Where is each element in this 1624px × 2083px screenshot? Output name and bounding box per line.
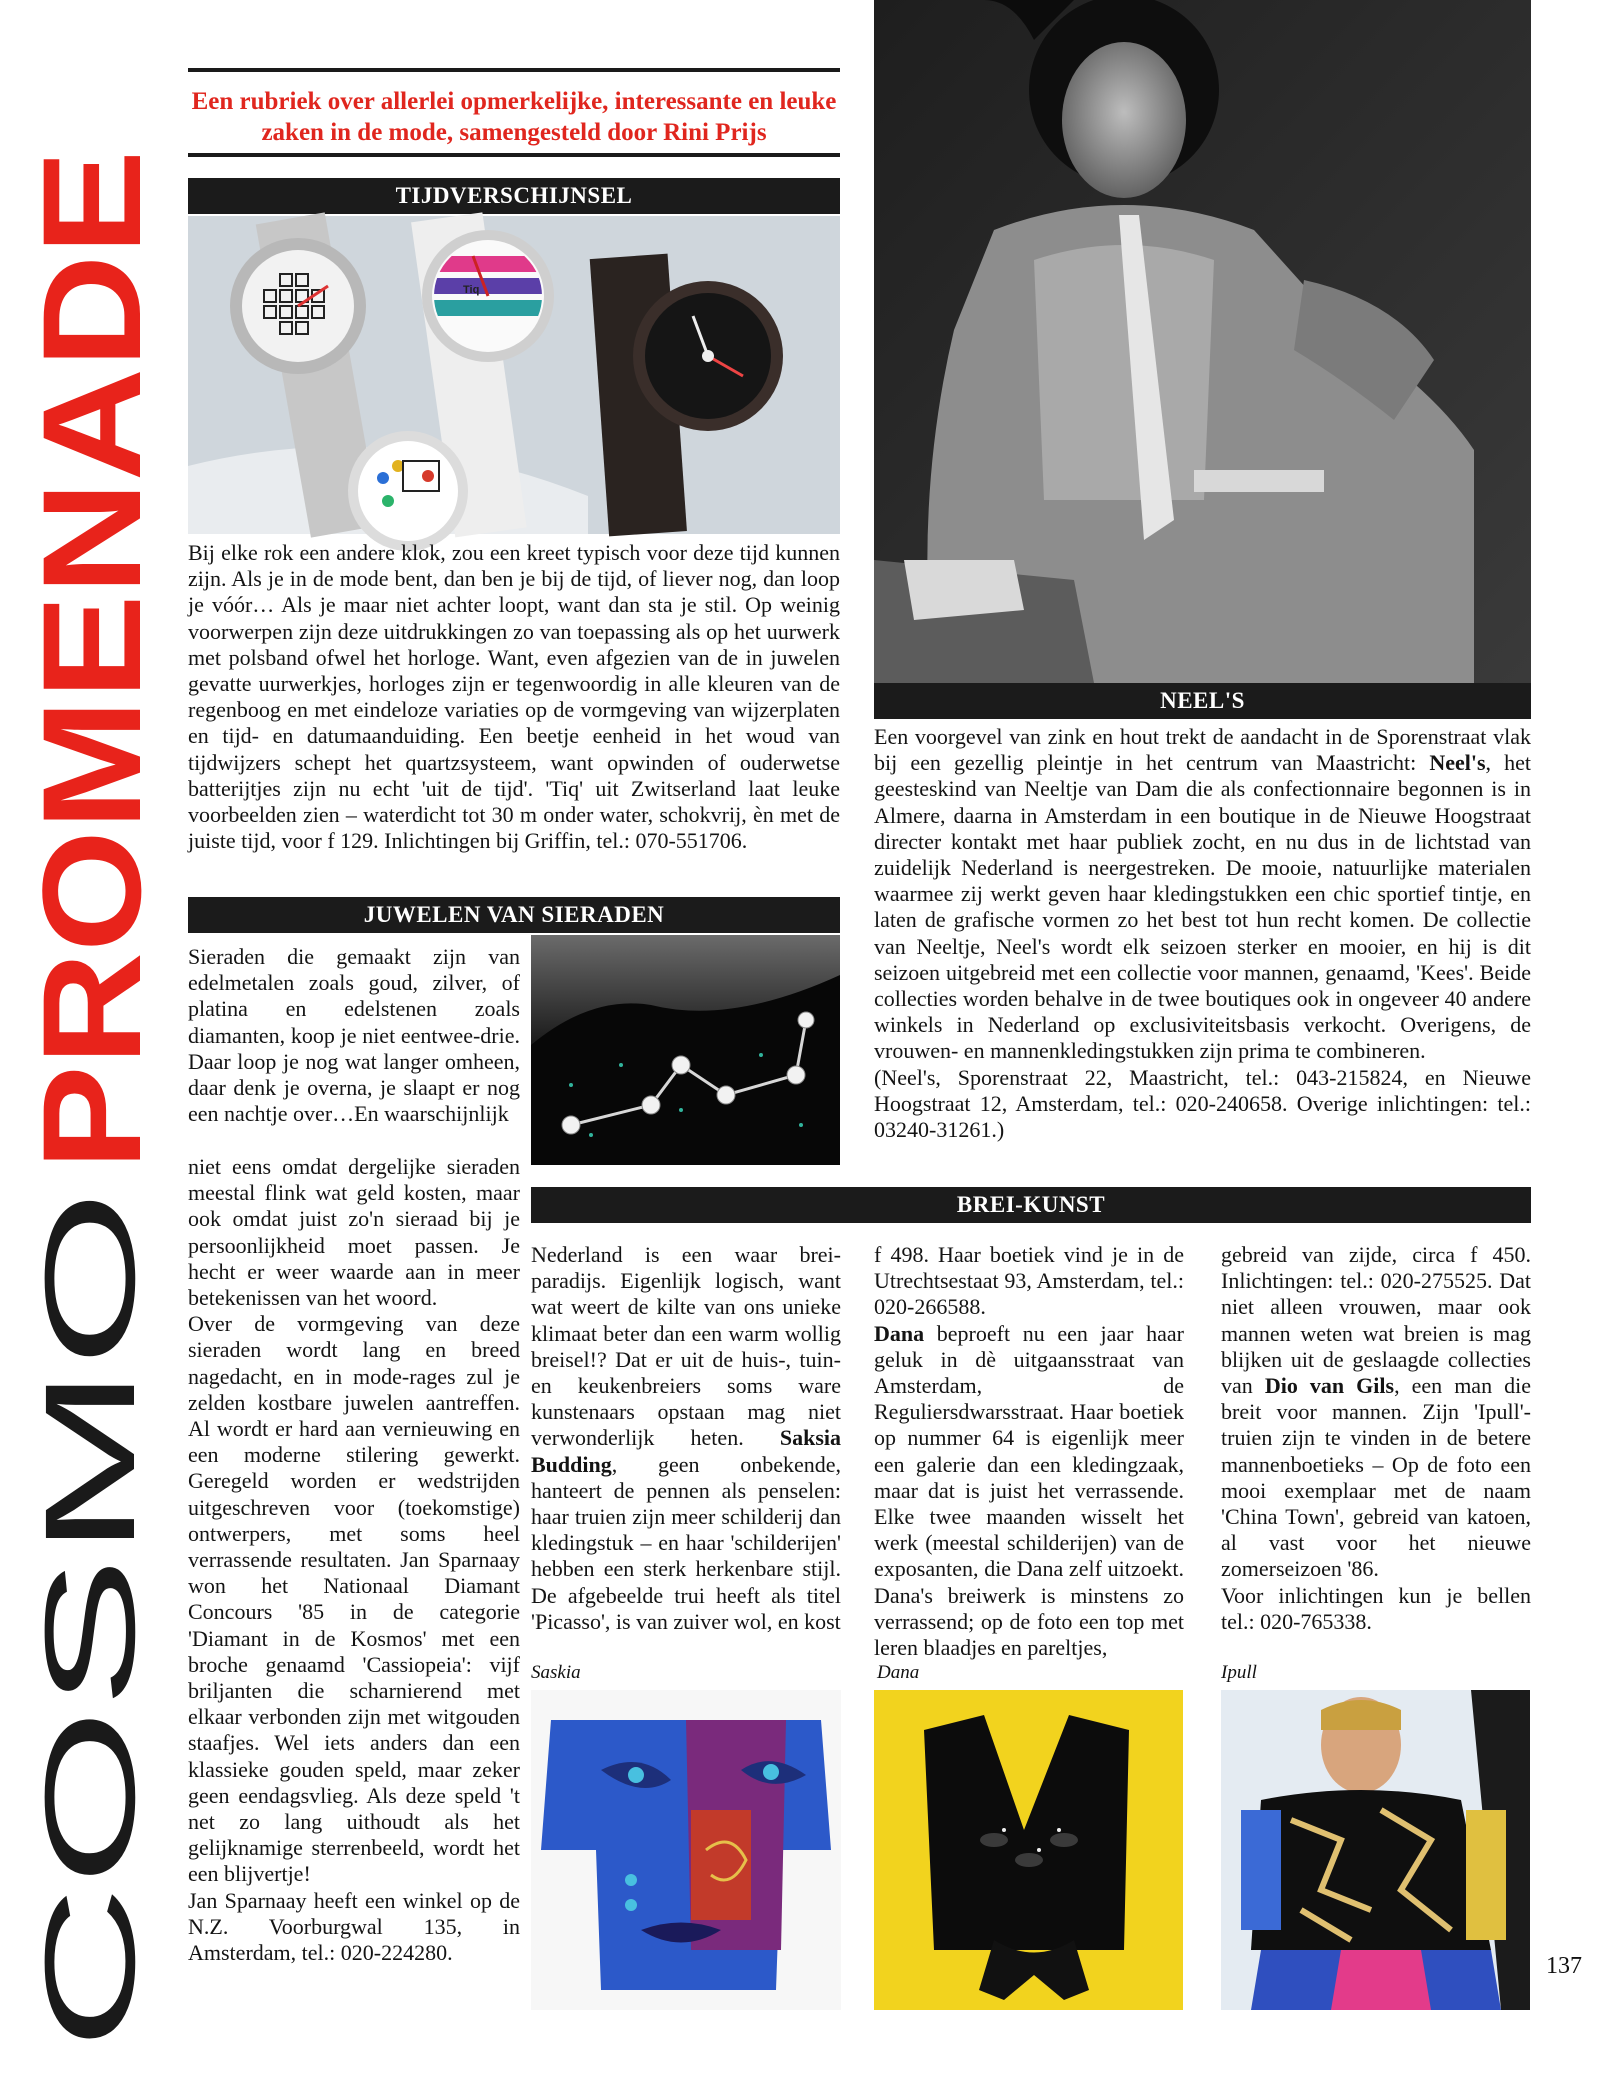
brei-col2-para-2 xyxy=(874,1321,1184,1662)
neels-brand-name: Neel's xyxy=(1429,750,1486,776)
masthead-word-cosmo: COSMO xyxy=(19,1566,162,2050)
tijd-paragraph: Bij elke rok een andere klok, zou een kreet typisch voor deze tijd kunnen zijn. Als je in de mode bent, dan ben je bij de tijd, of liever nog, dan loop je vóór… Als je maar niet achter loopt, want dan sta je stil. Op weinig voorwerpen zijn deze uitdrukkingen zo van toepassing als op het uurwerk met polsband ofwel het horloge. Want, even afgezien van de in juwelen gevatte uurwerkjes, horloges zijn er tegenwoordig in alle kleuren van de regenboog en met eindeloze variaties op de vormgeving van wijzerplaten en tijd- en datumaanduiding. Een beetje eenheid in het woud van tijdwijzers schept het quartzsysteem, want opwinden of ouderwetse batterijtjes zijn nu echt 'uit de tijd'. 'Tiq' uit Zwitserland laat leuke voorbeelden zien – waterdicht tot 30 m onder water, schokvrij, èn met de juiste tijd, voor f 129. Inlichtingen bij Griffin, tel.: 070-551706. xyxy=(188,540,840,854)
caption-dana: Dana xyxy=(877,1662,920,1683)
brei-column-2 xyxy=(874,1242,1184,1661)
ipull-sweater-photo xyxy=(1221,1690,1530,2010)
masthead-logo xyxy=(13,75,170,2050)
juwelen-paragraph-1a: Sieraden die gemaakt zijn van edelmetalen zoals goud, zilver, of platina en edelstenen zoals diamanten, koop je niet eentwee-drie. Daar loop je nog wat langer omheen, daar denk je overna, je slaapt er nog een nachtje over…En waarschijnlijk xyxy=(188,944,520,1127)
juwelen-paragraph-2: Over de vormgeving van deze sieraden wordt lang en breed nagedacht, en in mode-rages zul je zelden kostbare juwelen aantreffen. Al wordt er hard aan vernieuwing en een moderne stilering gewerkt. Geregeld worden er wedstrijden uitgeschreven voor (toekomstige) ontwerpers, met soms heel verrassende resultaten. Jan Sparnaay won het Nationaal Diamant Concours '85 in de categorie 'Diamant in de Kosmos' met een broche genaamd 'Cassiopeia': vijf briljanten die scharnierend met elkaar verbonden zijn met witgouden staafjes. Wel iets anders dan een klassieke gouden speld, maar zeker geen eendagsvlieg. Als deze speld 't net zo lang uithoudt als het gelijknamige sterrenbeeld, wordt het een blijvertje! xyxy=(188,1311,520,1887)
tijd-body xyxy=(188,540,840,854)
brei-col2-text-b: beproeft nu een jaar haar geluk in dè uitgaansstraat van Amsterdam, de Reguliersdwarsstraat. Haar boetiek op nummer 64 is eigenlijk meer een galerie dan een kledingzaak, maar dat is juist het verrassende. Elke twee maanden wisselt het werk (meestal schilderijen) van de exposanten, die Dana zelf uitzoekt. Dana's breiwerk is minstens zo verrassend; op de foto een top met leren blaadjes en pareltjes, xyxy=(874,1320,1184,1661)
brei-designer-dana: Dana xyxy=(874,1320,925,1346)
brei-column-3 xyxy=(1221,1242,1531,1635)
watches-photo xyxy=(188,216,840,534)
neels-text-a: Een voorgevel van zink en hout trekt de aandacht in de Sporenstraat vlak bij een gezellig pleintje in het centrum van Maastricht: xyxy=(874,724,1531,776)
page-number: 137 xyxy=(1546,1953,1582,1979)
brei-col1-text-b: , geen onbekende, hanteert de pennen als penselen: haar truien zijn meer schilderij dan kledingstuk – en haar 'schilderijen' hebben een sterk herkenbare stijl. De afgebeelde trui heeft als titel 'Picasso', is van zuiver wol, en kost xyxy=(531,1451,841,1634)
watch-brand-label: Tiq xyxy=(463,284,480,296)
juwelen-intro xyxy=(188,944,520,1127)
top-rule xyxy=(188,68,840,72)
brei-col2-para-1: f 498. Haar boetiek vind je in de Utrechtsestaat 93, Amsterdam, tel.: 020-266588. xyxy=(874,1242,1184,1320)
section-heading-neels: NEEL'S xyxy=(874,683,1531,719)
masthead xyxy=(13,75,170,2050)
brei-col3-para-1 xyxy=(1221,1242,1531,1583)
caption-ipull: Ipull xyxy=(1221,1662,1257,1683)
juwelen-body xyxy=(188,1154,520,1966)
caption-saskia: Saskia xyxy=(531,1662,581,1683)
brei-col3-text-a: gebreid van zijde, circa f 450. Inlichtingen: tel.: 020-275525. Dat niet alleen vrouwen, maar ook mannen weten wat breien is mag blijken uit de geslaagde collecties van xyxy=(1221,1242,1531,1399)
section-heading-juwelen: JUWELEN VAN SIERADEN xyxy=(188,897,840,933)
neels-photo xyxy=(874,0,1531,683)
dana-top-photo xyxy=(874,1690,1183,2010)
section-heading-brei: BREI-KUNST xyxy=(531,1187,1531,1223)
brei-col3-para-2: Voor inlichtingen kun je bellen tel.: 020-765338. xyxy=(1221,1582,1531,1634)
masthead-word-promenade: PROMENADE xyxy=(13,259,170,1170)
brei-designer-saksia: Saksia Budding xyxy=(531,1425,841,1477)
section-heading-tijd: TIJDVERSCHIJNSEL xyxy=(188,178,840,214)
brei-col1-para xyxy=(531,1242,841,1635)
intro-text: Een rubriek over allerlei opmerkelijke, interessante en leuke zaken in de mode, samengesteld door Rini Prijs xyxy=(191,88,837,146)
neels-address: (Neel's, Sporenstraat 22, Maastricht, tel.: 043-215824, en Nieuwe Hoogstraat 12, Amsterdam, tel.: 020-240658. Overige inlichtingen: tel.: 03240-31261.) xyxy=(874,1064,1531,1143)
brei-col1-text-a: Nederland is een waar brei-paradijs. Eigenlijk logisch, want wat weert de kilte van ons unieke klimaat beter dan een warm wollig breisel!? Dat er uit de huis-, tuin- en keukenbreiers soms ware kunstenaars opstaan mag niet verwonderlijk heten. xyxy=(531,1242,841,1451)
juwelen-paragraph-1b: niet eens omdat dergelijke sieraden meestal flink wat geld kosten, maar ook omdat juist zo'n sieraad bij je persoonlijkheid moet passen. Je hecht er weer waarde aan in meer betekenissen van het woord. xyxy=(188,1154,520,1311)
brei-designer-dio: Dio van Gils xyxy=(1264,1373,1395,1399)
intro-rule xyxy=(188,153,840,157)
saskia-sweater-photo xyxy=(531,1690,841,2010)
brei-col3-text-b: , een man die breit voor mannen. Zijn 'Ipull'-truien zijn te vinden in de betere mannenboetieks – Op de foto een mooi exemplaar met de naam 'China Town', gebreid van katoen, al vast voor het nieuwe zomerseizoen '86. xyxy=(1221,1373,1531,1582)
brooch-photo xyxy=(531,935,840,1165)
neels-text-b: , het geesteskind van Neeltje van Dam die als confectionnaire begonnen is in Almere, daarna in Amsterdam in een boutique in de Nieuwe Hoogstraat directer kontakt met haar publiek zocht, en nu dus in de lichtstad van zuidelijk Nederland is neergestreken. De mooie, natuurlijke materialen waarmee zij werkt geven haar kledingstukken een chic sportief tintje, en laten de grafische vormen zo het best tot hun recht komen. De collectie van Neeltje, Neel's wordt elk seizoen sterker en mooier, en hij is dit seizoen uitgebreid met een collectie voor mannen, genaamd, 'Kees'. Beide collecties worden behalve in de twee boutiques ook in ongeveer 40 andere winkels in Nederland op exclusiviteitsbasis verkocht. Overigens, de vrouwen- en mannenkledingstukken zijn prima te combineren. xyxy=(874,750,1531,1064)
neels-body xyxy=(874,724,1531,1143)
brei-column-1 xyxy=(531,1242,841,1635)
neels-paragraph xyxy=(874,724,1531,1065)
juwelen-paragraph-3: Jan Sparnaay heeft een winkel op de N.Z. Voorburgwal 135, in Amsterdam, tel.: 020-224280. xyxy=(188,1887,520,1966)
